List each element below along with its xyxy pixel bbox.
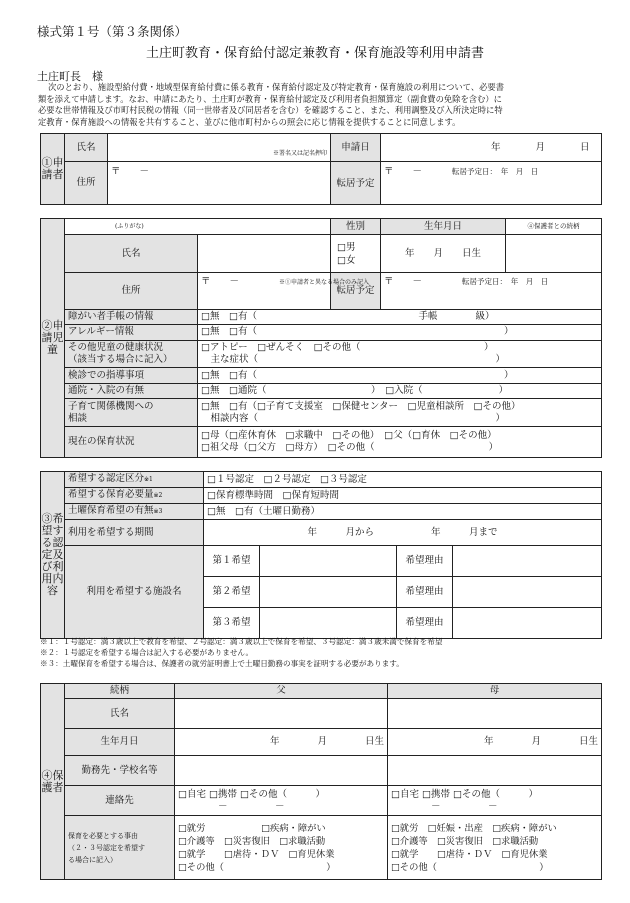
relation-label: ④保護者との続柄 <box>506 219 602 235</box>
relation-header: 続柄 <box>65 684 175 699</box>
choice-3-label: 第３希望 <box>204 608 260 639</box>
child-address-field[interactable]: 〒 － ※①申請者と異なる場合のみ記入 <box>198 272 331 309</box>
child-move-field[interactable]: 〒 － 転居予定日： 年 月 日 <box>381 272 602 309</box>
guardian-table <box>40 683 602 880</box>
choice-3-field[interactable] <box>260 608 397 639</box>
choice-2-field[interactable] <box>260 577 397 608</box>
mother-reason-field[interactable]: □就労 □妊娠・出産 □疾病・障がい □介護等 □災害復旧 □求職活動 □就学 □虐待・ＤＶ □育児休業 □その他（ ） <box>388 816 602 880</box>
need-field[interactable]: □保育標準時間 □保育短時間 <box>204 488 602 504</box>
page-title: 土庄町教育・保育給付認定兼教育・保育施設等利用申請書 <box>145 46 484 61</box>
disability-field[interactable]: □無 □有（ 手帳 級） <box>198 309 602 324</box>
reason-3-label: 希望理由 <box>397 608 453 639</box>
checkup-label: 検診での指導事項 <box>65 368 198 383</box>
applicant-section-label: ①申請者 <box>41 134 65 205</box>
choice-1-field[interactable] <box>260 546 397 577</box>
father-work-field[interactable] <box>175 756 388 786</box>
saturday-field[interactable]: □無 □有（土曜日勤務） <box>204 504 602 520</box>
father-contact-field[interactable]: □自宅 □携帯 □その他（ ） － － <box>175 786 388 816</box>
need-label: 希望する保育必要量※2 <box>65 488 204 504</box>
reason-1-label: 希望理由 <box>397 546 453 577</box>
saturday-label: 土曜保育希望の有無※3 <box>65 504 204 520</box>
hospital-label: 通院・入院の有無 <box>65 383 198 398</box>
choice-1-label: 第１希望 <box>204 546 260 577</box>
form-number: 様式第１号（第３条関係） <box>37 24 188 39</box>
cert-field[interactable]: □１号認定 □２号認定 □３号認定 <box>204 472 602 488</box>
applicant-address-field[interactable]: 〒 － <box>108 162 331 205</box>
child-furigana-field[interactable]: (ふりがな) <box>65 219 331 235</box>
move-label: 転居予定 <box>331 162 381 205</box>
work-label: 勤務先・学校名等 <box>65 756 175 786</box>
health-label: その他児童の健康状況 （該当する場合に記入） <box>65 340 198 368</box>
apply-date-field[interactable]: 年 月 日 <box>381 134 602 162</box>
apply-date-label: 申請日 <box>331 134 381 162</box>
gender-label: 性別 <box>331 219 381 235</box>
move-field[interactable]: 〒 － 転居予定日： 年 月 日 <box>381 162 602 205</box>
child-name-label: 氏名 <box>65 235 198 272</box>
footnotes: ※１：１号認定：満３歳以上で教育を希望、２号認定：満３歳以上で保育を希望、３号認定：満３歳未満で保育を希望 ※２：１号認定を希望する場合は記入する必要がありません。 ※３：土曜保育を希望する場合は、保護者の就労証明書上で土曜日勤務の事実を証明する必要があります。 <box>40 637 443 668</box>
father-name-field[interactable] <box>175 699 388 729</box>
contact-label: 連絡先 <box>65 786 175 816</box>
birth-field[interactable]: 年 月 日生 <box>381 235 506 272</box>
mother-birth-field[interactable]: 年 月 日生 <box>388 729 602 756</box>
gender-options[interactable]: □男 □女 <box>331 235 381 272</box>
guardian-birth-label: 生年月日 <box>65 729 175 756</box>
reason-2-label: 希望理由 <box>397 577 453 608</box>
father-birth-field[interactable]: 年 月 日生 <box>175 729 388 756</box>
hospital-field[interactable]: □無 □通院（ ） □入院（ ） <box>198 383 602 398</box>
consult-field[interactable]: □無 □有（□子育て支援室 □保健センター □児童相談所 □その他） 相談内容（ ） <box>198 399 602 427</box>
father-reason-field[interactable]: □就労 □疾病・障がい □介護等 □災害復旧 □求職活動 □就学 □虐待・ＤＶ □育児休業 □その他（ ） <box>175 816 388 880</box>
child-table <box>40 218 602 458</box>
request-table <box>40 471 602 639</box>
cert-label: 希望する認定区分※1 <box>65 472 204 488</box>
mother-header: 母 <box>388 684 602 699</box>
relation-field[interactable] <box>506 235 602 272</box>
disability-label: 障がい者手帳の情報 <box>65 309 198 324</box>
facility-label: 利用を希望する施設名 <box>65 546 204 639</box>
guardian-section-label: ④保護者 <box>41 684 65 880</box>
applicant-table <box>40 133 602 205</box>
applicant-address-label: 住所 <box>65 162 108 205</box>
birth-label: 生年月日 <box>381 219 506 235</box>
child-section-label: ②申請児童 <box>41 219 65 458</box>
applicant-name-field[interactable]: ※署名又は記名押印 <box>108 134 331 162</box>
reason-2-field[interactable] <box>453 577 602 608</box>
addressee: 土庄町長 様 <box>37 70 103 83</box>
reason-3-field[interactable] <box>453 608 602 639</box>
request-section-label: ③希望する認定及び利用内容 <box>41 472 65 639</box>
child-move-label: 転居予定 <box>331 272 381 309</box>
reason-1-field[interactable] <box>453 546 602 577</box>
mother-work-field[interactable] <box>388 756 602 786</box>
applicant-name-label: 氏名 <box>65 134 108 162</box>
period-field[interactable]: 年 月から 年 月まで <box>204 520 602 546</box>
guardian-name-label: 氏名 <box>65 699 175 729</box>
consult-label: 子育て関係機関への 相談 <box>65 399 198 427</box>
choice-2-label: 第２希望 <box>204 577 260 608</box>
reason-label: 保育を必要とする事由 （２・３号認定を希望す る場合に記入） <box>65 816 175 880</box>
child-name-field[interactable] <box>198 235 331 272</box>
mother-contact-field[interactable]: □自宅 □携帯 □その他（ ） － － <box>388 786 602 816</box>
father-header: 父 <box>175 684 388 699</box>
mother-name-field[interactable] <box>388 699 602 729</box>
care-status-label: 現在の保育状況 <box>65 427 198 458</box>
child-address-label: 住所 <box>65 272 198 309</box>
intro-text: 次のとおり、施設型給付費・地域型保育給付費に係る教育・保育給付認定及び特定教育・保育施設の利用について、必要書 類を添えて申請します。なお、申請にあたり、土庄町が教育・保育給付認定及び利用者負担額算定（副食費の免除を含む）に 必要な世帯情報及び市町村民税の情報（同一世帯者及び同居者を含む）を確認すること、また、利用調整及び入所決定時に特 定教育・保育施設への情報を共有すること、並びに他市町村からの照会に応じ情報を提供することに同意します。 <box>38 82 505 127</box>
care-status-field[interactable]: □母（□産休育休 □求職中 □その他） □父（□育休 □その他） □祖父母（□父方 □母方） □その他（ ） <box>198 427 602 458</box>
allergy-label: アレルギー情報 <box>65 325 198 340</box>
period-label: 利用を希望する期間 <box>65 520 204 546</box>
health-field[interactable]: □アトピー □ぜんそく □その他（ ） 主な症状（ ） <box>198 340 602 368</box>
allergy-field[interactable]: □無 □有（ ） <box>198 325 602 340</box>
checkup-field[interactable]: □無 □有（ ） <box>198 368 602 383</box>
